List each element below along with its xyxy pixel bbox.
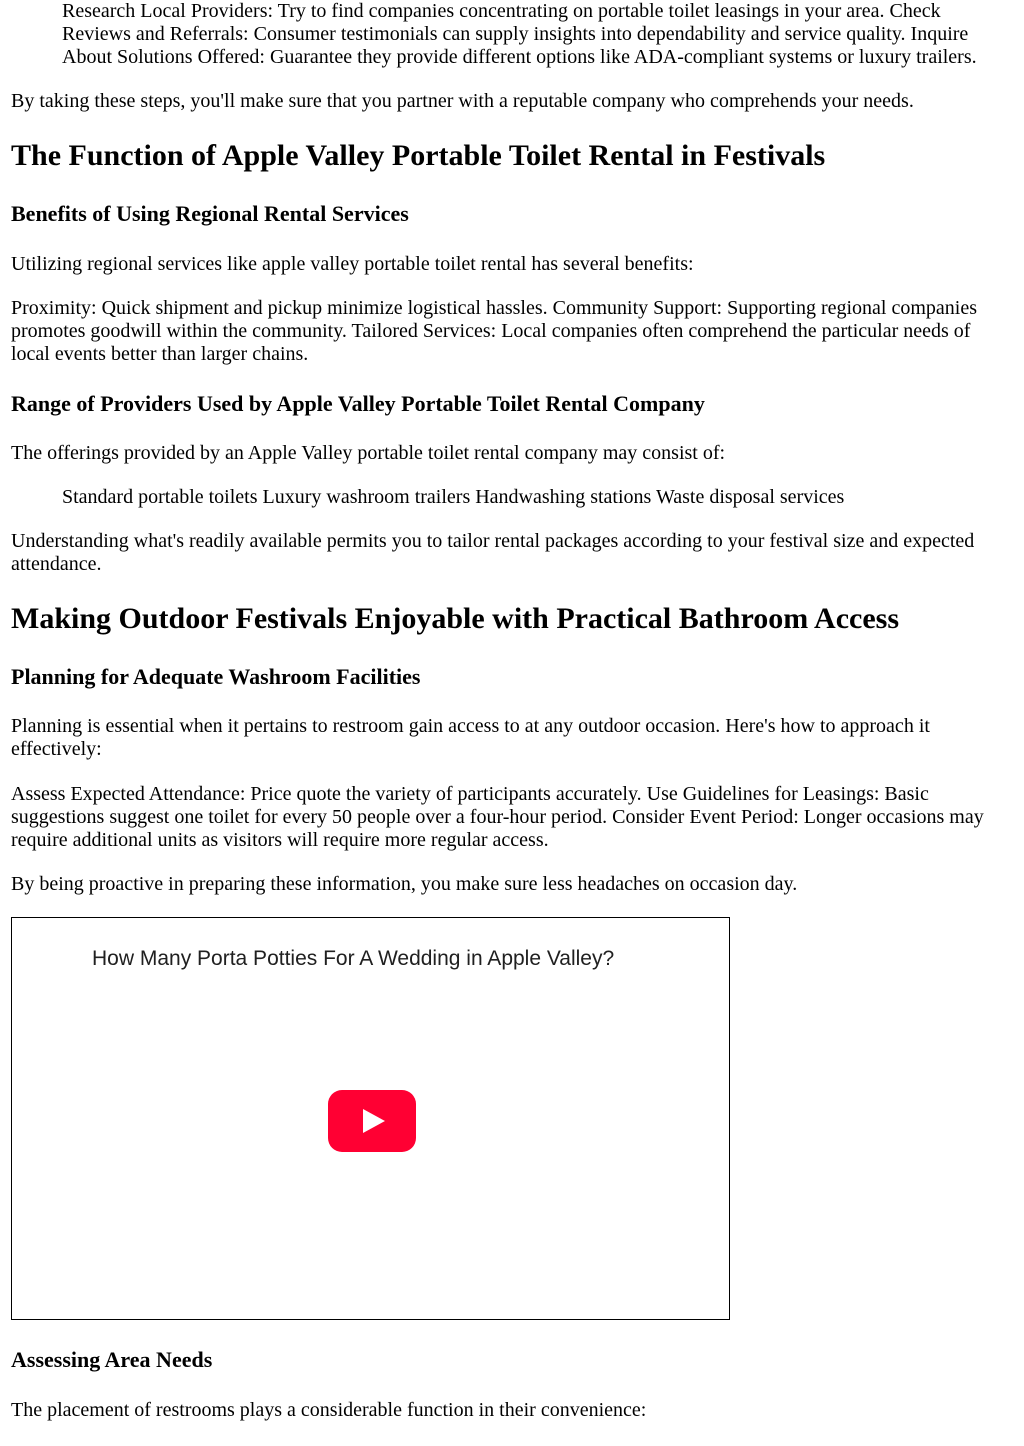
providers-range-list: Standard portable toilets Luxury washroom trailers Handwashing stations Waste disposal services (62, 486, 845, 508)
area-needs-lead: The placement of restrooms plays a considerable function in their convenience: (11, 1399, 647, 1421)
play-icon (328, 1090, 416, 1152)
video-title[interactable]: How Many Porta Potties For A Wedding in Apple Valley? (92, 947, 615, 970)
section-heading-bathroom-access: Making Outdoor Festivals Enjoyable with Practical Bathroom Access (11, 602, 900, 635)
providers-range-lead: The offerings provided by an Apple Valley portable toilet rental company may consist of: (11, 442, 726, 464)
planning-steps: Assess Expected Attendance: Price quote the variety of participants accurately. Use Guidelines for Leasings: Basic suggestions suggest one toilet for every 50 people over a four-hour period. Consider Event Period: Longer occasions may require additional units as visitors will require more regular access. (11, 783, 984, 851)
video-play-button[interactable] (328, 1090, 416, 1152)
embedded-video[interactable] (11, 917, 730, 1320)
intro-conclusion: By taking these steps, you'll make sure that you partner with a reputable company who comprehends your needs. (11, 90, 914, 112)
regional-benefits-lead: Utilizing regional services like apple valley portable toilet rental has several benefits: (11, 253, 694, 275)
section-heading-festivals: The Function of Apple Valley Portable Toilet Rental in Festivals (11, 139, 826, 172)
providers-range-conclusion: Understanding what's readily available permits you to tailor rental packages according to your festival size and expected attendance. (11, 530, 975, 575)
planning-lead: Planning is essential when it pertains to restroom gain access to at any outdoor occasion. Here's how to approach it effectively: (11, 715, 930, 760)
subheading-regional-benefits: Benefits of Using Regional Rental Services (11, 201, 409, 226)
regional-benefits-list: Proximity: Quick shipment and pickup minimize logistical hassles. Community Support: Supporting regional companies promotes goodwill within the community. Tailored Services: Local companies often comprehend the particular needs of local events better than larger chains. (11, 297, 978, 365)
subheading-planning-facilities: Planning for Adequate Washroom Facilities (11, 664, 421, 689)
providers-checklist: Research Local Providers: Try to find companies concentrating on portable toilet leasings in your area. Check Reviews and Referrals: Consumer testimonials can supply insights into dependability and service quality. Inquire About Solutions Offered: Guarantee they provide different options like ADA-compliant systems or luxury trailers. (62, 0, 977, 68)
subheading-area-needs: Assessing Area Needs (11, 1347, 213, 1372)
subheading-providers-range: Range of Providers Used by Apple Valley Portable Toilet Rental Company (11, 391, 705, 416)
planning-conclusion: By being proactive in preparing these information, you make sure less headaches on occasion day. (11, 873, 798, 895)
